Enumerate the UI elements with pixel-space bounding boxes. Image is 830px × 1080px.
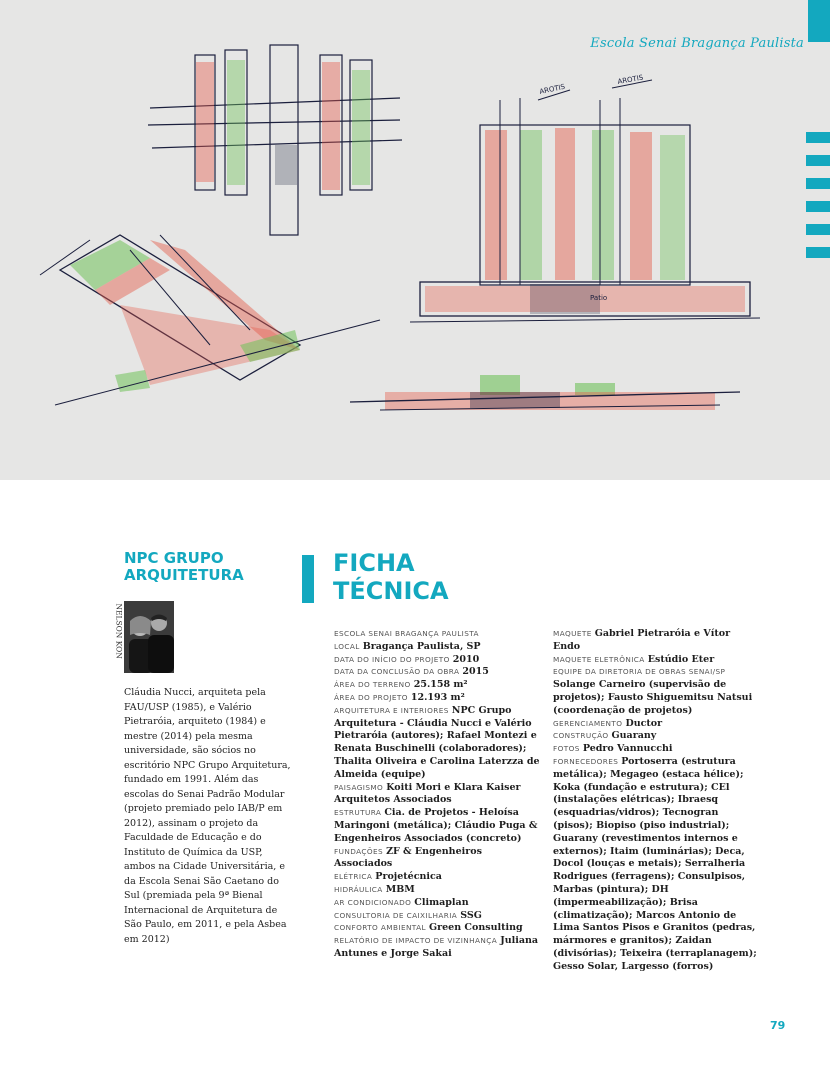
credit-value: Portoserra (estrutura metálica); Megageo (estaca hélice); Koka (fundação e estrutura); CEl (instalações elétricas); Ibraesq (esquadrias/vidros); Tecnogran (pisos); Biopiso (piso industrial); Guarany (revestimentos internos e externos); Itaim (luminárias); Deca, Docol (louças e metais); Serralheria Rodrigues (ferragens); Consulpisos, Marbas (pintura); DH (impermeabilização); Brisa (climatização); Marcos Antonio de Lima Santos Pisos e Granitos (pedras, mármores e granitos); Zaidan (divisórias); Teixeira (terraplanagem); Gesso Solar, Largesso (forros): [553, 755, 757, 972]
credit-label: CONSULTORIA DE CAIXILHARIA: [334, 910, 458, 920]
credit-entry: [553, 730, 759, 743]
credit-entry: [553, 666, 759, 717]
section-tab: [806, 201, 830, 212]
architectural-sketch: [0, 0, 830, 480]
section-tab: [806, 155, 830, 166]
credit-label: PAISAGISMO: [334, 782, 384, 792]
firm-name-line2: ARQUITETURA: [124, 566, 244, 584]
sketch-drawing: [0, 0, 830, 480]
credit-value: SSG: [460, 909, 482, 921]
credit-entry: [334, 782, 540, 808]
credit-label: ELÉTRICA: [334, 872, 373, 882]
credit-entry: [334, 628, 540, 641]
section-tab: [806, 178, 830, 189]
credit-value: 25.158 m²: [413, 679, 468, 691]
credit-value: Solange Carneiro (supervisão de projetos); Fausto Shiguemitsu Natsui (coordenação de projetos): [553, 679, 753, 716]
credit-label: ARQUITETURA E INTERIORES: [334, 705, 449, 715]
credit-entry: [334, 935, 540, 961]
credit-label: GERENCIAMENTO: [553, 718, 623, 728]
ficha-title-line2: TÉCNICA: [333, 577, 449, 605]
credit-value: Gabriel Pietraróia e Vítor Endo: [553, 628, 731, 652]
credit-label: ÁREA DO PROJETO: [334, 692, 408, 702]
credit-entry: [553, 654, 759, 667]
credit-label: EQUIPE DA DIRETORIA DE OBRAS SENAI/SP: [553, 667, 726, 677]
credit-value: Koiti Mori e Klara Kaiser Arquitetos Associados: [334, 781, 521, 806]
credit-value: Cia. de Projetos - Heloísa Maringoni (metálica); Cláudio Puga & Engenheiros Associados (concreto): [334, 807, 538, 844]
sketch-annotation: AROTIS: [538, 82, 566, 96]
credit-label: ESCOLA SENAI BRAGANÇA PAULISTA: [334, 629, 479, 638]
credit-entry: [334, 692, 540, 705]
credit-label: MAQUETE: [553, 629, 592, 638]
firm-name-line1: NPC GRUPO: [124, 549, 224, 567]
firm-biography: Cláudia Nucci, arquiteta pela FAU/USP (1985), e Valério Pietraróia, arquiteto (1984) e mestre (2014) pela mesma universidade, são sócios no escritório NPC Grupo Arquitetura, fundado em 1991. Além das escolas do Senai Padrão Modular (projeto premiado pelo IAB/P em 2012), assinam o projeto da Faculdade de Educação e do Instituto de Química da USP, ambos na Cidade Universitária, e da Escola Senai São Caetano do Sul (premiada pela 9ª Bienal Internacional de Arquitetura de São Paulo, em 2011, e pela Asbea em 2012): [124, 687, 291, 945]
ficha-column-1: [334, 628, 540, 961]
credit-label: CONFORTO AMBIENTAL: [334, 923, 426, 933]
credit-label: ESTRUTURA: [334, 808, 382, 818]
credit-entry: [334, 897, 540, 910]
credit-label: ÁREA DO TERRENO: [334, 680, 411, 690]
credit-value: 2010: [452, 653, 480, 665]
credit-label: CONSTRUÇÃO: [553, 731, 609, 741]
sketch-annotation: Patio: [590, 294, 608, 302]
credit-value: Estúdio Eter: [647, 653, 715, 665]
running-title: Escola Senai Bragança Paulista: [590, 36, 804, 51]
credit-label: RELATÓRIO DE IMPACTO DE VIZINHANÇA: [334, 936, 498, 946]
architects-portrait: [124, 601, 174, 673]
firm-name: [124, 550, 304, 584]
credit-entry: [553, 756, 759, 974]
sketch-annotation: AROTIS: [616, 73, 644, 86]
credit-value: Juliana Antunes e Jorge Sakai: [334, 935, 539, 959]
credit-label: AR CONDICIONADO: [334, 897, 412, 907]
credit-label: HIDRÁULICA: [334, 884, 383, 894]
credit-value: Pedro Vannucchi: [582, 743, 673, 755]
credit-value: 12.193 m²: [410, 691, 465, 703]
ficha-column-2: [553, 628, 759, 974]
credit-entry: [334, 910, 540, 923]
credit-entry: [553, 743, 759, 756]
section-tab: [806, 132, 830, 143]
credit-value: NPC Grupo Arquitetura - Cláudia Nucci e Valério Pietraróia (autores); Rafael Montezi e Renata Buschinelli (colaboradores); Thalita Oliveira e Carolina Laterzza de Almeida (equipe): [334, 704, 540, 780]
top-accent-bar: [808, 0, 830, 42]
section-tabs: [806, 132, 830, 270]
section-tab: [806, 224, 830, 235]
credit-entry: [334, 641, 540, 654]
credit-label: MAQUETE ELETRÔNICA: [553, 654, 645, 664]
credit-value: Ductor: [625, 717, 663, 729]
credit-value: 2015: [462, 666, 489, 678]
credit-entry: [334, 871, 540, 884]
credit-value: Bragança Paulista, SP: [362, 640, 481, 652]
credit-entry: [334, 679, 540, 692]
credit-entry: [334, 846, 540, 872]
section-tab: [806, 247, 830, 258]
credit-entry: [334, 884, 540, 897]
credit-value: ZF & Engenheiros Associados: [334, 845, 482, 870]
credit-entry: [334, 807, 540, 845]
credit-value: Guarany: [611, 730, 657, 742]
credit-entry: [334, 705, 540, 782]
credit-label: LOCAL: [334, 641, 360, 651]
credit-value: Climaplan: [414, 896, 469, 908]
photo-credit: [114, 604, 122, 674]
credit-label: DATA DA CONCLUSÃO DA OBRA: [334, 667, 460, 677]
credit-value: Green Consulting: [429, 922, 523, 934]
credit-entry: [334, 666, 540, 679]
credit-entry: [334, 922, 540, 935]
credit-label: FORNECEDORES: [553, 756, 619, 766]
credit-entry: [334, 654, 540, 667]
architects-photo: [124, 601, 174, 673]
ficha-title-line1: FICHA: [333, 549, 415, 577]
credit-label: FOTOS: [553, 744, 580, 754]
credit-value: MBM: [385, 883, 415, 895]
credit-label: DATA DO INÍCIO DO PROJETO: [334, 654, 450, 664]
ficha-title: [333, 549, 449, 605]
photo-credit-text: NELSON KON: [114, 603, 124, 659]
credit-label: FUNDAÇÕES: [334, 846, 384, 856]
ficha-accent-bar: [302, 555, 314, 603]
page-number: 79: [770, 1019, 786, 1032]
credit-entry: [553, 718, 759, 731]
credit-value: Projetécnica: [375, 871, 442, 883]
credit-entry: [553, 628, 759, 654]
